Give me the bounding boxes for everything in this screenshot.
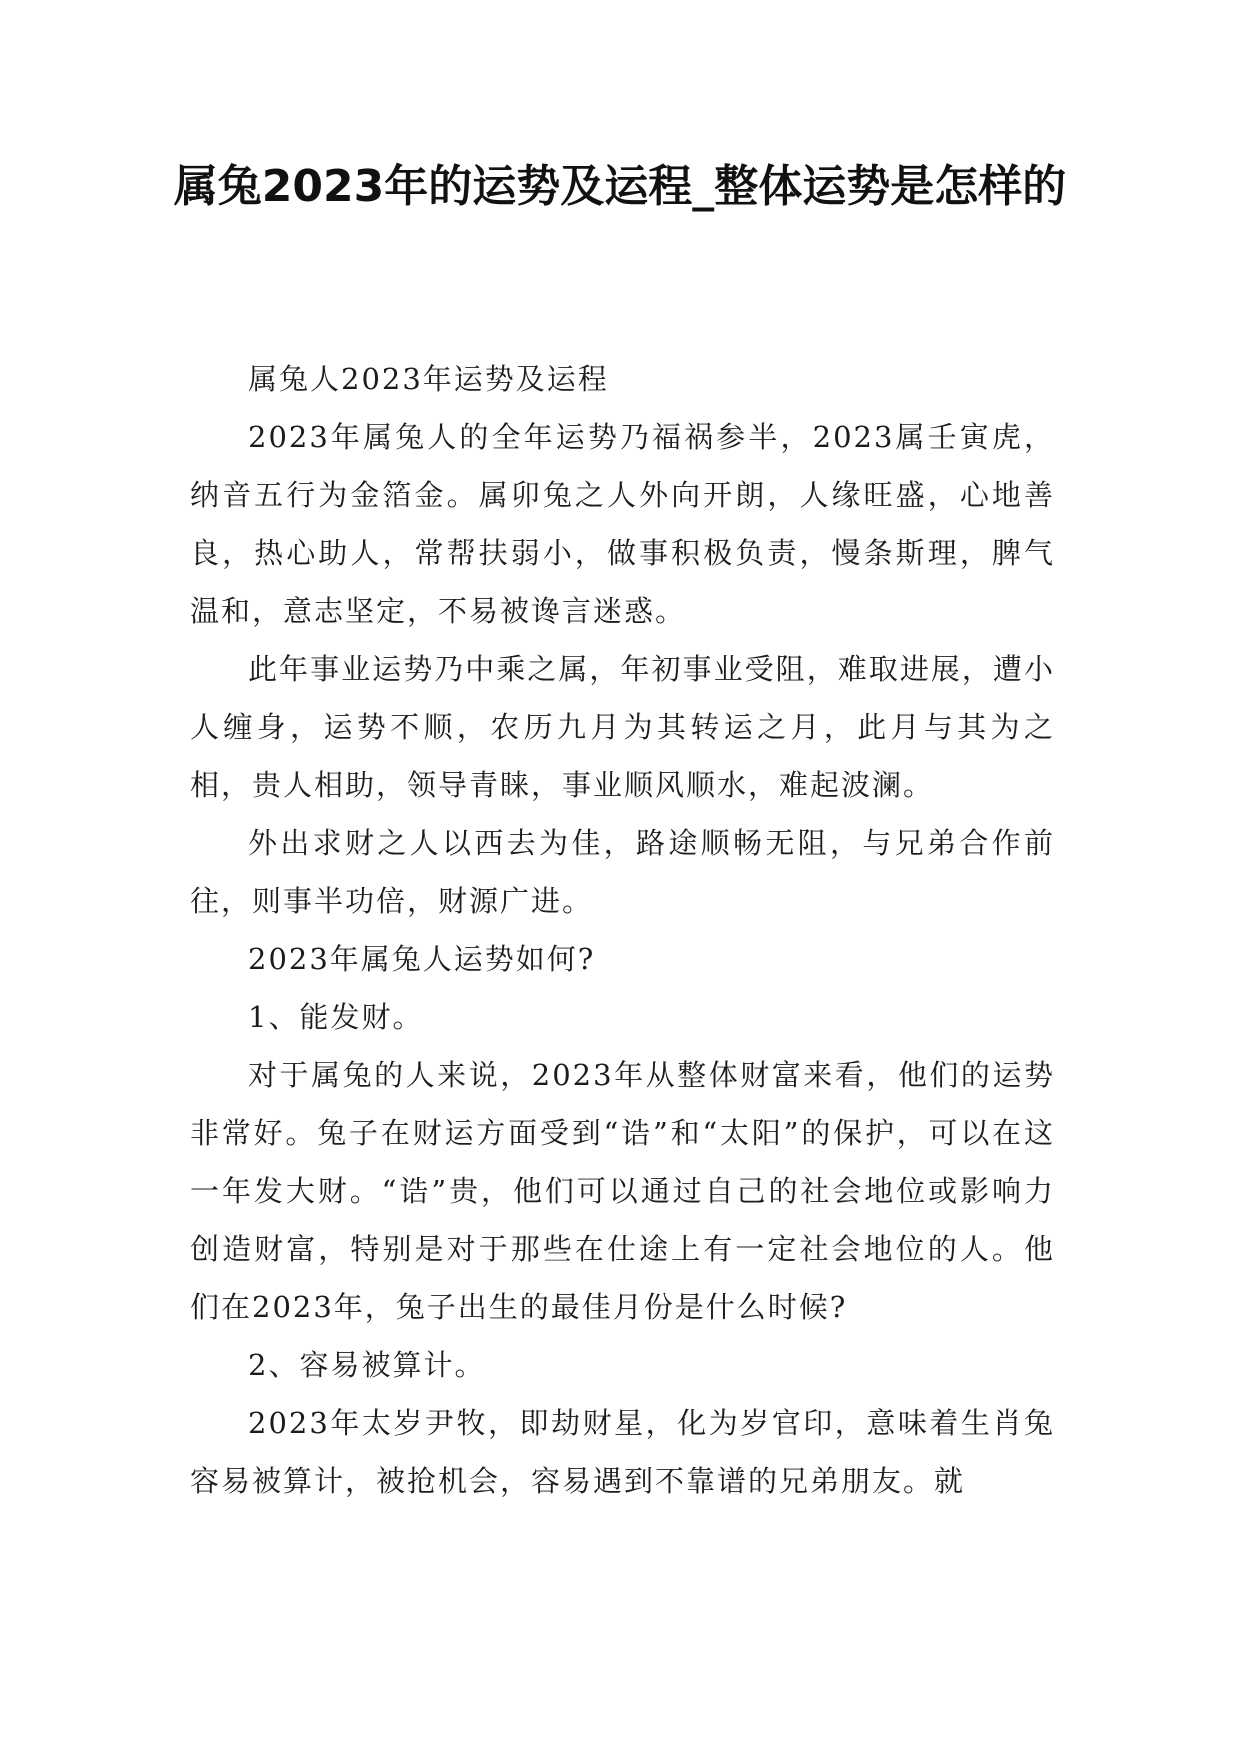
body-paragraph: 2023年属兔人的全年运势乃福祸参半，2023属壬寅虎，纳音五行为金箔金。属卯兔之人外向开朗，人缘旺盛，心地善良，热心助人，常帮扶弱小，做事积极负责，慢条斯理，脾气温和，意志坚定，不易被谗言迷惑。 xyxy=(190,420,1055,628)
document-body xyxy=(190,350,1055,1510)
list-item-heading: 1、能发财。 xyxy=(248,1000,424,1034)
section-heading: 属兔人2023年运势及运程 xyxy=(248,362,609,396)
document-title: 属兔2023年的运势及运程_整体运势是怎样的 xyxy=(173,161,1067,212)
list-item-heading: 2、容易被算计。 xyxy=(248,1348,486,1382)
body-paragraph: 对于属兔的人来说，2023年从整体财富来看，他们的运势非常好。兔子在财运方面受到“诰”和“太阳”的保护，可以在这一年发大财。“诰”贵，他们可以通过自己的社会地位或影响力创造财富，特别是对于那些在仕途上有一定社会地位的人。他们在2023年，兔子出生的最佳月份是什么时候? xyxy=(190,1058,1055,1324)
body-paragraph: 2023年太岁尹牧，即劫财星，化为岁官印，意味着生肖兔容易被算计，被抢机会，容易遇到不靠谱的兄弟朋友。就 xyxy=(190,1406,1055,1498)
body-paragraph: 外出求财之人以西去为佳，路途顺畅无阻，与兄弟合作前往，则事半功倍，财源广进。 xyxy=(190,826,1055,918)
section-heading: 2023年属兔人运势如何? xyxy=(248,942,596,976)
body-paragraph: 此年事业运势乃中乘之属，年初事业受阻，难取进展，遭小人缠身，运势不顺，农历九月为其转运之月，此月与其为之相，贵人相助，领导青睐，事业顺风顺水，难起波澜。 xyxy=(190,652,1055,802)
